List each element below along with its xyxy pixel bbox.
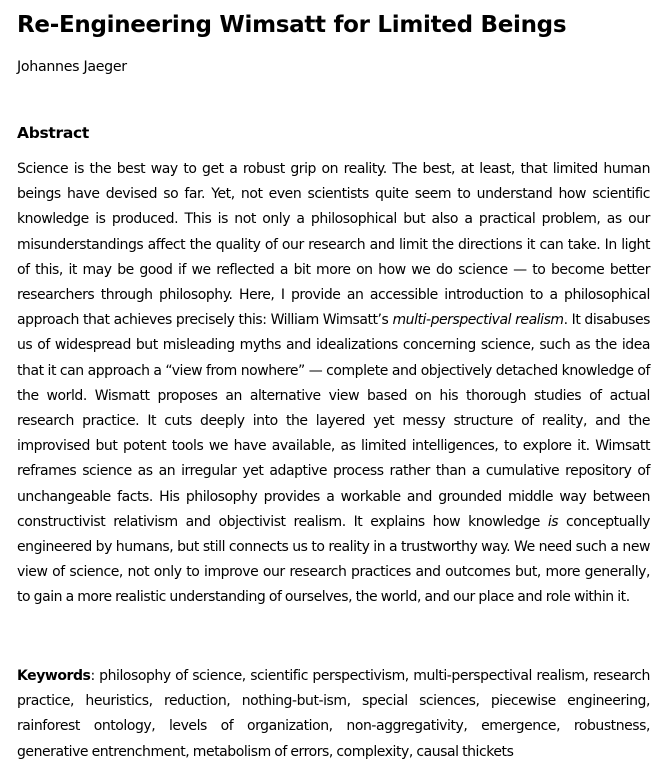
keywords-separator: : [90, 668, 100, 684]
keywords-paragraph [17, 664, 650, 765]
keywords-list: philosophy of science, scientific perspectivism, multi-perspectival realism, research practice, heuristics, reduction, nothing-but-ism, special sciences, piecewise engineering, rainforest ontology, levels of organization, non-aggregativity, emergence, robustness, generative entrenchment, metabolism of errors, complexity, causal thickets [17, 668, 650, 760]
abstract-text: conceptually engineered by humans, but still connects us to reality in a trustworthy way. We need such a new view of science, not only to improve our research practices and outcomes but, more generally, to gain a more realistic understanding of ourselves, the world, and our place and role within it. [17, 513, 650, 606]
abstract-text: . It disabuses us of widespread but misleading myths and idealizations concerning science, such as the idea that it can approach a “view from nowhere” — complete and objectively detached knowledge of the world. Wismatt proposes an alternative view based on his thorough studies of actual research practice. It cuts deeply into the layered yet messy structure of reality, and the improvised but potent tools we have available, as limited intelligences, to explore it. Wimsatt reframes science as an irregular yet adaptive process rather than a cumulative repository of unchangeable facts. His philosophy provides a workable and grounded middle way between constructivist relativism and objectivist realism. It explains how knowledge [17, 312, 650, 530]
abstract-heading: Abstract [17, 124, 90, 142]
keywords-label: Keywords [17, 668, 91, 684]
paper-title: Re-Engineering Wimsatt for Limited Beings [17, 12, 567, 38]
abstract-emphasis: multi-perspectival realism [392, 312, 564, 329]
abstract-emphasis: is [547, 513, 559, 530]
abstract-body [17, 157, 650, 611]
abstract-text: Science is the best way to get a robust grip on reality. The best, at least, that limited human beings have devised so far. Yet, not even scientists quite seem to understand how scientific knowledge is produced. This is not only a philosophical but also a practical problem, as our misunderstandings affect the quality of our research and limit the directions it can take. In light of this, it may be good if we reflected a bit more on how we do science — to become better researchers through philosophy. Here, I provide an accessible introduction to a philosophical approach that achieves precisely this: William Wimsatt’s [17, 161, 650, 329]
author-name: Johannes Jaeger [17, 59, 127, 75]
